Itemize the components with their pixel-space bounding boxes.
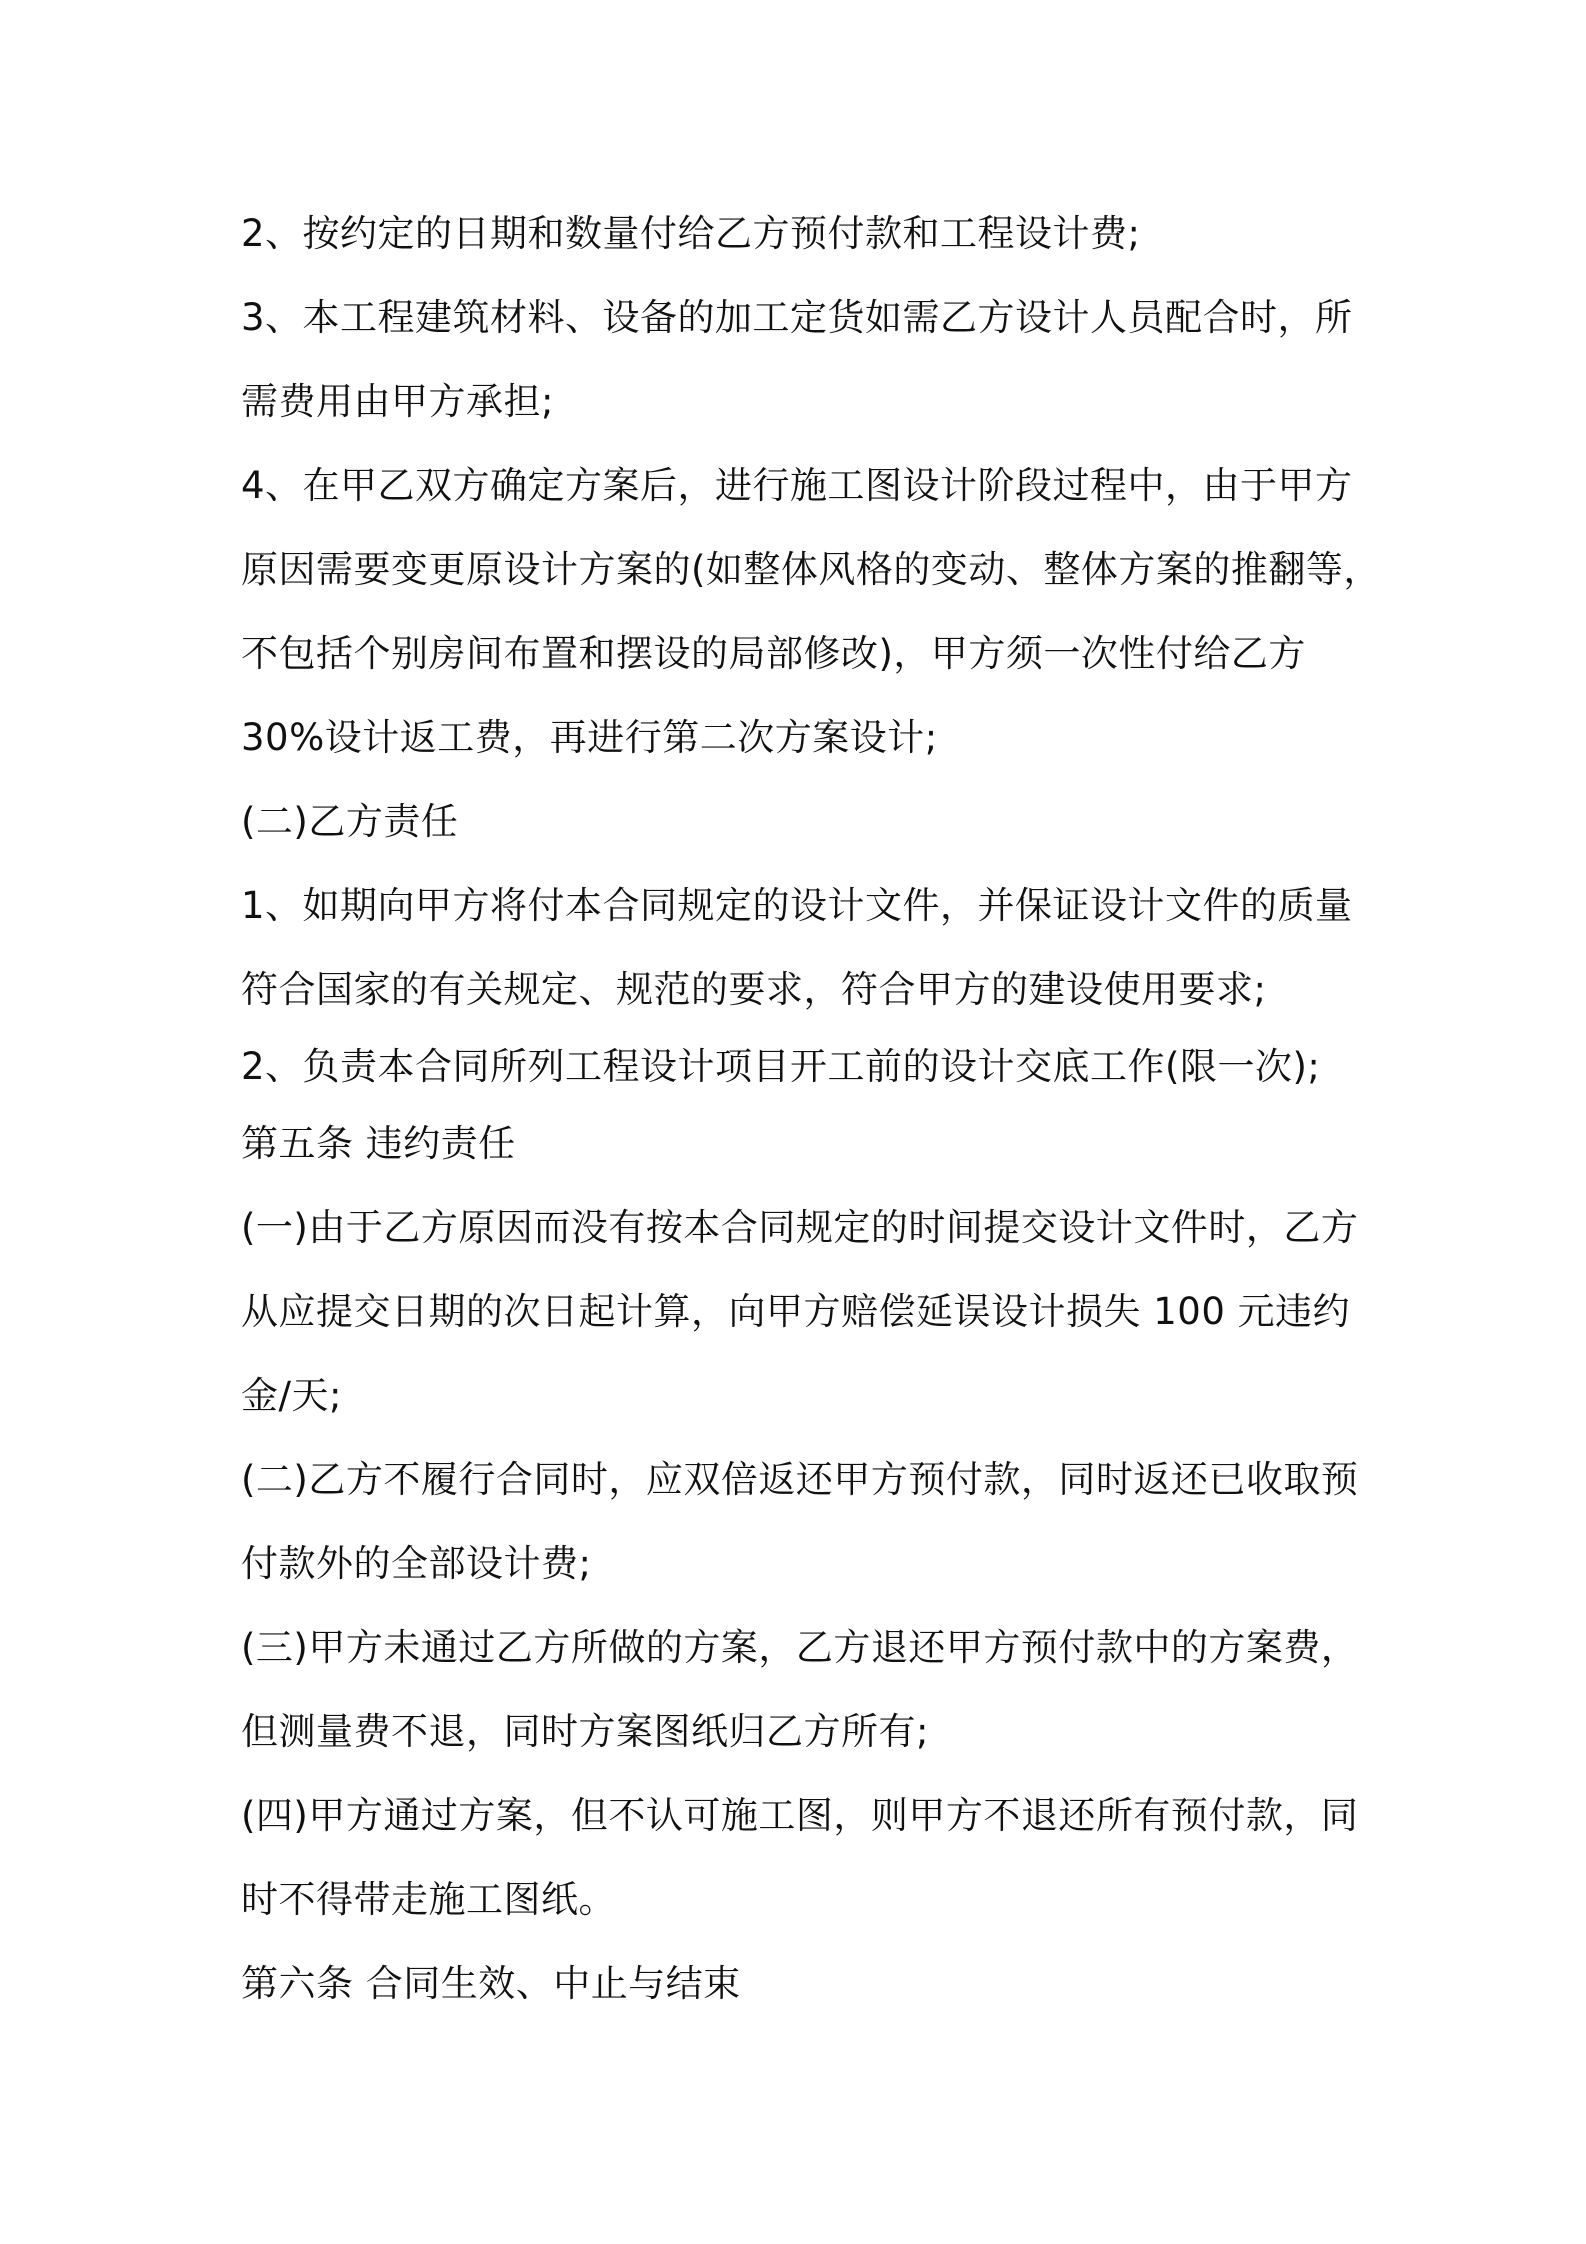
paragraph-line: (二)乙方不履行合同时，应双倍返还甲方预付款，同时返还已收取预 bbox=[241, 1458, 1359, 1501]
paragraph-line: 从应提交日期的次日起计算，向甲方赔偿延误设计损失 100 元违约 bbox=[241, 1290, 1351, 1333]
paragraph-line: (一)由于乙方原因而没有按本合同规定的时间提交设计文件时，乙方 bbox=[241, 1206, 1359, 1249]
paragraph-line: 原因需要变更原设计方案的(如整体风格的变动、整体方案的推翻等， bbox=[241, 548, 1381, 591]
paragraph-line: (四)甲方通过方案，但不认可施工图，则甲方不退还所有预付款，同 bbox=[241, 1794, 1359, 1837]
paragraph-line: (三)甲方未通过乙方所做的方案，乙方退还甲方预付款中的方案费， bbox=[241, 1626, 1359, 1669]
paragraph-line: 4、在甲乙双方确定方案后，进行施工图设计阶段过程中，由于甲方 bbox=[241, 464, 1353, 507]
paragraph-line: 但测量费不退，同时方案图纸归乙方所有; bbox=[241, 1710, 929, 1753]
paragraph-line: 30%设计返工费，再进行第二次方案设计; bbox=[241, 716, 938, 759]
article-heading: 第五条 违约责任 bbox=[241, 1122, 516, 1165]
paragraph-line: 3、本工程建筑材料、设备的加工定货如需乙方设计人员配合时，所 bbox=[241, 296, 1353, 339]
section-heading: (二)乙方责任 bbox=[241, 800, 459, 843]
paragraph-line: 付款外的全部设计费; bbox=[241, 1542, 592, 1585]
paragraph-line: 金/天; bbox=[241, 1374, 342, 1417]
paragraph-line: 1、如期向甲方将付本合同规定的设计文件，并保证设计文件的质量 bbox=[241, 884, 1353, 927]
paragraph-line: 符合国家的有关规定、规范的要求，符合甲方的建设使用要求; bbox=[241, 968, 1267, 1011]
paragraph-line: 2、负责本合同所列工程设计项目开工前的设计交底工作(限一次); bbox=[241, 1045, 1321, 1088]
paragraph-line: 需费用由甲方承担; bbox=[241, 380, 554, 423]
article-heading: 第六条 合同生效、中止与结束 bbox=[241, 1962, 741, 2005]
document-body bbox=[241, 192, 1381, 2026]
paragraph-line: 不包括个别房间布置和摆设的局部修改)，甲方须一次性付给乙方 bbox=[241, 632, 1306, 675]
paragraph-line: 2、按约定的日期和数量付给乙方预付款和工程设计费; bbox=[241, 212, 1141, 255]
paragraph-line: 时不得带走施工图纸。 bbox=[241, 1878, 616, 1921]
